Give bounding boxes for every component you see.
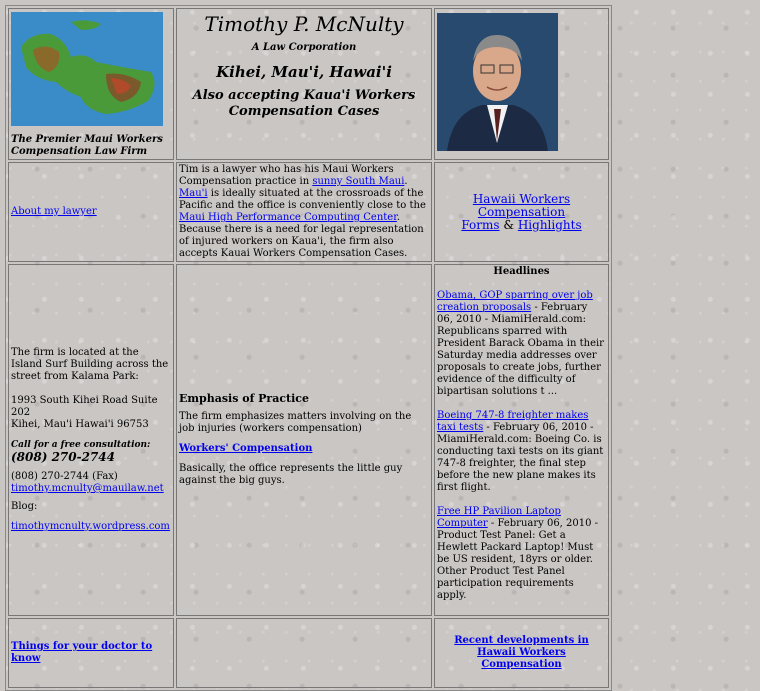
forms-cell <box>434 162 609 262</box>
address-line-1: 1993 South Kihei Road Suite 202 <box>11 395 158 418</box>
page-layout-table <box>5 5 612 691</box>
hawaii-wc-link[interactable]: Hawaii Workers Compensation <box>472 191 571 219</box>
header-left-cell <box>8 8 174 160</box>
portrait-icon <box>437 13 558 151</box>
news-item <box>437 290 606 398</box>
attorney-photo <box>437 13 558 151</box>
recent-cell <box>434 618 609 688</box>
recent-developments-link[interactable]: Recent developments in Hawaii Workers Compensation <box>454 635 589 670</box>
corporation-label: A Law Corporation <box>251 42 357 53</box>
workers-comp-link[interactable]: Workers' Compensation <box>179 443 313 454</box>
maui-map-image <box>11 12 163 126</box>
mhpcc-link[interactable]: Maui High Performance Computing Center <box>179 212 397 223</box>
forms-link[interactable]: Forms <box>461 217 500 232</box>
bio-text-3: is ideally situated at the crossroads of the Pacific and the office is conveniently close to the <box>179 188 426 211</box>
header-center-cell <box>176 8 432 160</box>
highlights-link[interactable]: Highlights <box>517 217 582 232</box>
header-right-cell <box>434 8 609 160</box>
address-line-2: Kihei, Mau'i Hawai'i 96753 <box>11 419 149 430</box>
consultation-label: Call for a free consultation: <box>11 440 151 450</box>
tagline: The Premier Maui Workers Compensation Law Firm <box>11 134 163 157</box>
doctor-link[interactable]: Things for your doctor to know <box>11 641 153 664</box>
news-text-3: - February 06, 2010 - Product Test Panel: Get a Hewlett Packard Laptop! Must be US resident, 18yrs or older. Other Product Test Panel participation requirements apply. <box>437 518 599 601</box>
practice-summary: Basically, the office represents the little guy against the big guys. <box>179 463 403 486</box>
page-title: Timothy P. McNulty <box>204 12 404 36</box>
practice-heading: Emphasis of Practice <box>179 392 309 405</box>
forms-links <box>437 193 606 232</box>
location-text: The firm is located at the Island Surf Building across the street from Kalama Park: <box>11 347 169 382</box>
practice-cell <box>176 264 432 616</box>
location-heading: Kihei, Mau'i, Hawai'i <box>216 63 392 81</box>
sunny-south-maui-link[interactable]: sunny South Maui <box>312 176 405 187</box>
news-link-1[interactable]: Obama, GOP sparring over job creation proposals <box>437 290 593 313</box>
headlines-heading: Headlines <box>493 266 550 277</box>
maui-link[interactable]: Mau'i <box>179 188 208 199</box>
contact-cell <box>8 264 174 616</box>
doctor-cell <box>8 618 174 688</box>
bio-text-4: . Because there is a need for legal representation of injured workers on Kaua'i, the firm also accepts Kauai Workers Compensation Cases. <box>179 212 424 259</box>
news-item <box>437 410 606 494</box>
bio-cell <box>176 162 432 262</box>
fax-number: (808) 270-2744 (Fax) <box>11 471 118 482</box>
practice-text: The firm emphasizes matters involving on the job injuries (workers compensation) <box>179 411 412 434</box>
kauai-notice: Also accepting Kaua'i Workers Compensation Cases <box>192 88 416 119</box>
news-text-1: - February 06, 2010 - MiamiHerald.com: Republicans sparred with President Barack Obama in their Saturday media addresses over proposals to create jobs, further evidence of the difficulty of bipartisan solutions t ... <box>437 302 604 397</box>
bio-text-1: Tim is a lawyer who has his Maui Workers Compensation practice in <box>179 164 394 187</box>
news-link-2[interactable]: Boeing 747-8 freighter makes taxi tests <box>437 410 589 433</box>
empty-footer-cell <box>176 618 432 688</box>
news-text-2: - February 06, 2010 - MiamiHerald.com: Boeing Co. is conducting taxi tests on its giant 747-8 freighter, the final step before the new plane makes its first flight. <box>437 422 604 493</box>
bio-text-2: . <box>404 176 408 187</box>
news-link-3[interactable]: Free HP Pavilion Laptop Computer <box>437 506 561 529</box>
email-link[interactable]: timothy.mcnulty@mauilaw.net <box>11 483 164 494</box>
news-item <box>437 506 606 602</box>
blog-label: Blog: <box>11 501 38 512</box>
headlines-cell <box>434 264 609 616</box>
maui-map-icon <box>11 12 163 126</box>
about-my-lawyer-link[interactable]: About my lawyer <box>11 206 97 217</box>
about-link-cell <box>8 162 174 262</box>
amp-separator: & <box>499 217 518 232</box>
phone-number: (808) 270-2744 <box>11 450 116 464</box>
blog-link[interactable]: timothymcnulty.wordpress.com <box>11 521 170 532</box>
